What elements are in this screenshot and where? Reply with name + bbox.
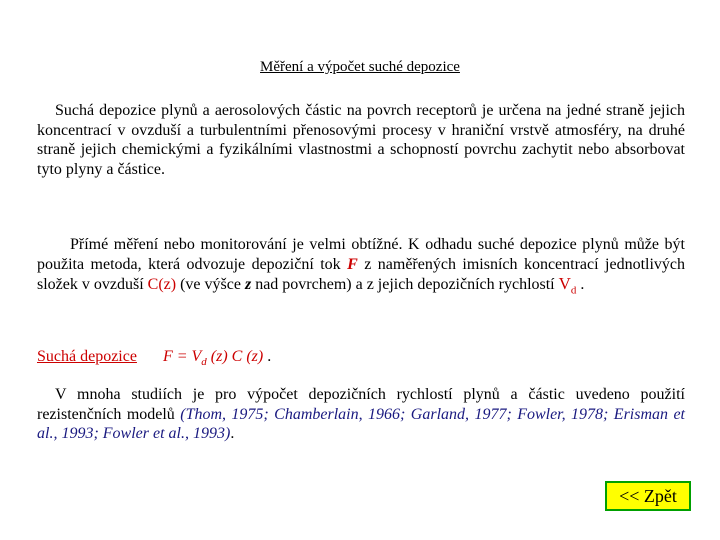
formula-label-link[interactable]: Suchá depozice	[37, 348, 137, 365]
formula-expression	[162, 348, 264, 369]
formula-subscript: d	[201, 356, 207, 369]
velocity-symbol-letter: V	[558, 274, 571, 293]
velocity-subscript: d	[570, 284, 577, 297]
page-title: Měření a výpočet suché depozice	[260, 59, 460, 75]
references: (Thom, 1975; Chamberlain, 1966; Garland, 1977; Fowler, 1978; Erisman et al., 1993; Fowler et al., 1993)	[37, 405, 686, 442]
height-symbol: z	[244, 276, 252, 293]
paragraph-method-text-a: Přímé měření nebo monitorování je velmi obtížné. K odhadu suché depozice plynů může být použita metoda, která odvozuje depoziční tok	[37, 236, 685, 273]
formula-dot: .	[263, 348, 272, 365]
paragraph-method	[37, 235, 685, 301]
formula-expr-b: (z) C (z)	[206, 348, 264, 365]
paragraph-models-text-a: V mnoha studiích je pro výpočet depozičních rychlostí plynů a částic uvedeno použití rezistenčních modelů	[37, 386, 685, 423]
paragraph-intro-text: Suchá depozice plynů a aerosolových částic na povrch receptorů je určena na jedné straně jejich koncentrací v ovzduší a turbulentními přenosovými procesy v hraniční vrstvě atmosféry, na druhé straně jejich chemickými a fyzikálními vlastnostmi a schopností povrchu zachytit nebo absorbovat tyto plyny a částice.	[37, 102, 685, 178]
paragraph-method-text-e: .	[576, 276, 585, 293]
paragraph-method-text-c: (ve výšce	[176, 276, 245, 293]
concentration-symbol: C(z)	[147, 276, 177, 293]
paragraph-intro	[37, 101, 685, 179]
paragraph-models	[37, 385, 685, 444]
paragraph-method-text-d: nad povrchem) a z jejich depozičních rychlostí	[251, 276, 559, 293]
formula-expr-a: F = V	[162, 348, 202, 365]
flux-symbol: F	[347, 255, 358, 273]
deposition-formula	[37, 348, 271, 368]
velocity-symbol	[558, 274, 577, 297]
paragraph-method-text-b: z naměřených imisních koncentrací jednotlivých složek v ovzduší	[37, 255, 686, 293]
back-button[interactable]: << Zpět	[605, 481, 691, 511]
paragraph-models-text-b: .	[230, 425, 235, 442]
